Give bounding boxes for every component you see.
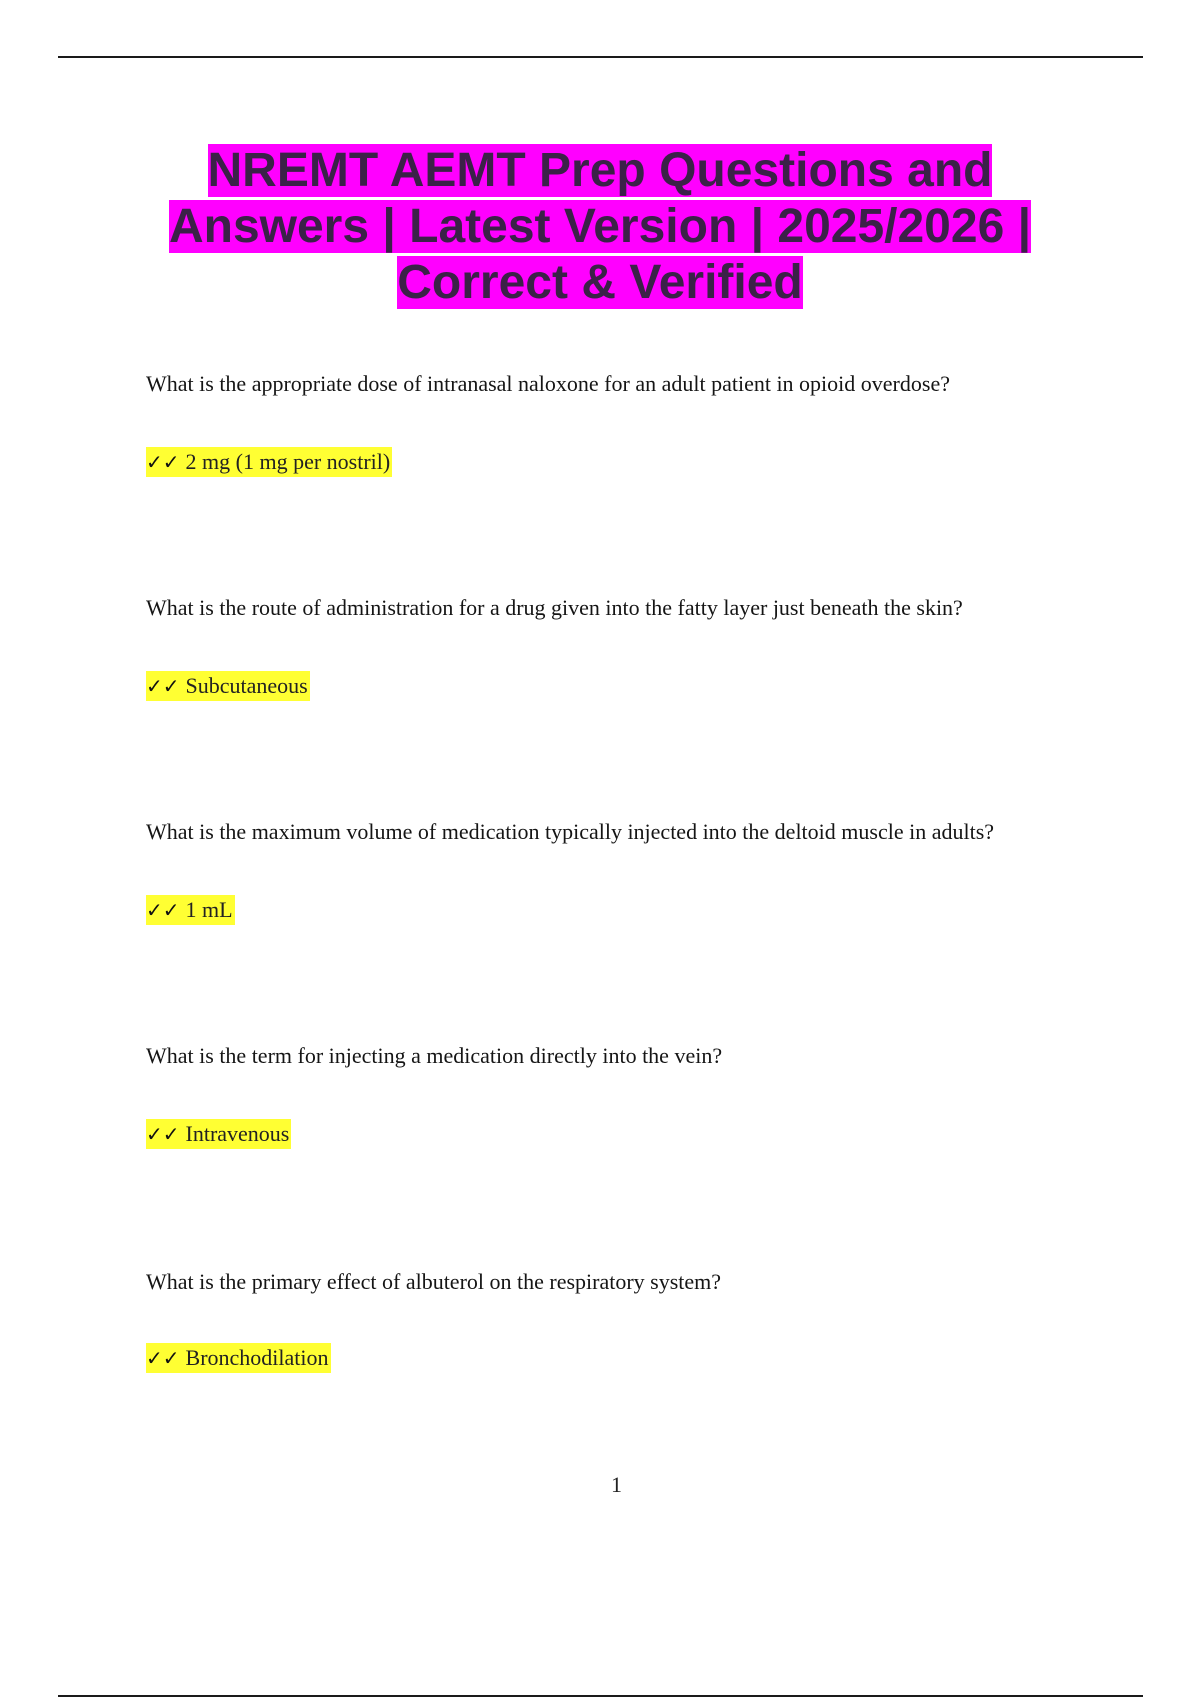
answer-4-text: Intravenous	[185, 1121, 290, 1146]
answer-1-text: 2 mg (1 mg per nostril)	[185, 449, 391, 474]
answer-5	[146, 1343, 331, 1373]
answer-2	[146, 671, 310, 701]
question-1: What is the appropriate dose of intranasal naloxone for an adult patient in opioid overdose?	[146, 371, 950, 396]
top-rule	[58, 56, 1143, 58]
title-highlight: NREMT AEMT Prep Questions and Answers | Latest Version | 2025/2026 | Correct & Verified	[168, 144, 1032, 309]
question-4: What is the term for injecting a medication directly into the vein?	[146, 1043, 723, 1068]
bottom-rule	[58, 1695, 1143, 1697]
double-check-icon: ✓✓	[146, 450, 180, 474]
question-3: What is the maximum volume of medication typically injected into the deltoid muscle in adults?	[146, 819, 995, 844]
answer-5-text: Bronchodilation	[185, 1345, 329, 1370]
qa-item-1	[146, 371, 1146, 474]
qa-item-3	[146, 819, 1146, 922]
double-check-icon: ✓✓	[146, 674, 180, 698]
page-number: 1	[611, 1472, 622, 1497]
double-check-icon: ✓✓	[146, 1122, 180, 1146]
double-check-icon: ✓✓	[146, 1346, 180, 1370]
question-5: What is the primary effect of albuterol on the respiratory system?	[146, 1269, 722, 1294]
answer-1	[146, 447, 392, 477]
document-title	[130, 143, 1070, 311]
double-check-icon: ✓✓	[146, 898, 180, 922]
qa-item-4	[146, 1043, 1146, 1146]
answer-3-text: 1 mL	[185, 897, 233, 922]
answer-2-text: Subcutaneous	[185, 673, 308, 698]
qa-item-5	[146, 1269, 1146, 1370]
question-2: What is the route of administration for a drug given into the fatty layer just beneath the skin?	[146, 595, 963, 620]
answer-4	[146, 1119, 291, 1149]
qa-item-2	[146, 595, 1146, 698]
answer-3	[146, 895, 235, 925]
